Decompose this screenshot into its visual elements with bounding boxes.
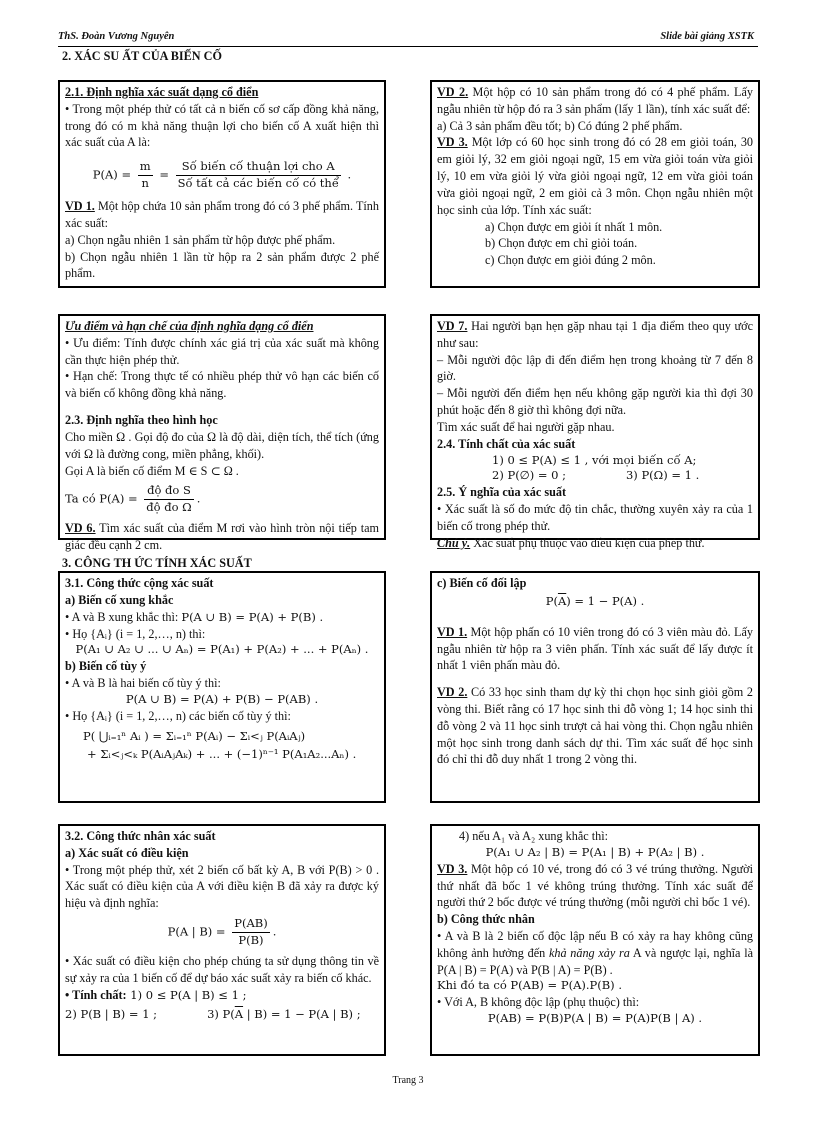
complement-a: $\overline{A}$ — [557, 593, 567, 608]
line: Tìm xác suất để hai người gặp nhau. — [437, 419, 615, 434]
property-1: 1) 0 ≤ P(A) ≤ 1 , với mọi biến cố A; — [492, 452, 697, 467]
box-examples-2-3 — [430, 80, 760, 288]
denominator: P(B) — [238, 933, 264, 947]
formula-inclusion-exclusion-1: P( ⋃ᵢ₌₁ⁿ Aᵢ ) = Σᵢ₌₁ⁿ P(Aᵢ) − Σᵢ<ⱼ P(AᵢAⱼ) — [83, 728, 306, 743]
heading-a: a) Xác suất có điều kiện — [65, 845, 189, 860]
numerator: P(AB) — [232, 916, 269, 933]
formula-lhs: Ta có P(A) = — [65, 491, 138, 506]
fraction-m-n — [138, 159, 153, 192]
example-label: VD 1. — [65, 199, 95, 214]
box-addition-rule — [58, 571, 386, 803]
example-text: Một lớp có 60 học sinh trong đó có 28 em giỏi toán, 30 em giỏi lý, 32 em giỏi ngoại ngữ, 15 em vừa giỏi toán vừa giỏi lý, 10 em vừa giỏi lý vừa giỏi ngoại ngữ, 12 em vừa giỏi toán vừa giỏi ngoại ngữ, 2 em giỏi cả 3 môn. Chọn ngẫu nhiên một học sinh của lớp. Tính xác suất: — [437, 135, 754, 217]
example-text: Một hộp chứa 10 sản phẩm trong đó có 3 phế phẩm. Tính xác suất: — [65, 199, 379, 230]
formula-lhs: P(A) = — [92, 167, 132, 182]
box-complement — [430, 571, 760, 803]
example-text: Một hộp có 10 sản phẩm trong đó có 4 phế phẩm. Lấy ngẫu nhiên từ hộp đó ra 3 sản phẩm (lấy 1 lần), tính xác suất để: — [437, 85, 753, 116]
paragraph: Gọi A là biến cố điểm M ∈ S ⊂ Ω . — [65, 463, 239, 478]
line: – Mỗi người độc lập đi đến điểm hẹn trong khoảng từ 7 đến 8 giờ. — [437, 352, 753, 384]
text: • A và B xung khắc thì: — [65, 609, 179, 624]
numerator: độ đo S — [144, 483, 193, 500]
formula-complement — [437, 594, 753, 610]
denominator: Số tất cả các biến cố có thể — [177, 176, 339, 191]
example-text: Tìm xác suất của điểm M rơi vào hình tròn nội tiếp tam giác đều cạnh 2 cm. — [65, 521, 379, 552]
paragraph: • Trong một phép thử có tất cả n biến cố sơ cấp đồng khả năng, trong đó có m khả năng thuận lợi cho biến cố A xuất hiện thì xác suất của A là: — [65, 101, 379, 150]
property-3: | B) = 1 − P(A | B) ; — [243, 1007, 361, 1022]
formula-end: . — [196, 491, 201, 506]
example-label: VD 6. — [65, 521, 96, 536]
page-number: Trang 3 — [392, 1075, 424, 1086]
box-vd7-properties — [430, 314, 760, 550]
example-label: VD 2. — [437, 85, 469, 99]
heading-2-5: 2.5. Ý nghĩa của xác suất — [437, 485, 566, 500]
formula-part: 3) P( — [207, 1007, 235, 1022]
formula-multiplication: P(AB) = P(B)P(A | B) = P(A)P(B | A) . — [487, 1011, 703, 1026]
property-1: 1) 0 ≤ P(A | B) ≤ 1 ; — [126, 987, 247, 1002]
header-course: Slide bài giảng XSTK — [660, 31, 754, 42]
text: A và ngược lại, nghĩa là P(A | B) = P(A) và P(B | A) = P(B) . — [437, 945, 753, 977]
complement-a: $\overline{A}$ — [234, 1007, 244, 1022]
note-label: Chú ý. — [437, 535, 471, 550]
formula-conditional-union: P(A₁ ∪ A₂ | B) = P(A₁ | B) + P(A₂ | B) . — [485, 844, 705, 859]
example-vd3 — [437, 861, 753, 911]
property-2-3 — [437, 468, 753, 484]
numerator: m — [138, 159, 153, 176]
text: • A và B là 2 biến cố độc lập nếu B có xảy ra hay không cũng không ảnh hưởng đến — [437, 929, 753, 960]
heading-2-1: 2.1. Định nghĩa xác suất dạng cổ điển — [65, 85, 259, 99]
formula-conditional — [65, 916, 379, 949]
denominator: n — [141, 176, 149, 191]
formula: P(A ∪ B) = P(A) + P(B) . — [181, 609, 324, 624]
example-vd1 — [65, 198, 379, 232]
paragraph: 4) nếu A₁ và A₂ xung khắc thì: — [459, 829, 608, 843]
formula-independent: Khi đó ta có P(AB) = P(A).P(B) . — [437, 978, 622, 993]
paragraph: • Xác suất có điều kiện cho phép chúng ta sử dụng thông tin về sự xảy ra của 1 biến cố để dự báo xác suất xảy ra biến cố khác. — [65, 953, 379, 985]
paragraph: • A và B là hai biến cố tùy ý thì: — [65, 676, 221, 691]
note-text: Xác suất phụ thuộc vào điều kiện của phép thử. — [470, 535, 705, 550]
heading-a: a) Biến cố xung khắc — [65, 592, 174, 607]
heading-3-2: 3.2. Công thức nhân xác suất — [65, 829, 216, 843]
paragraph: • Họ {Aᵢ} (i = 1, 2,…, n) các biến cố tùy ý thì: — [65, 708, 291, 723]
note — [437, 535, 753, 552]
example-label: VD 2. — [437, 685, 468, 700]
item-a: a) Chọn được em giỏi ít nhất 1 môn. — [485, 219, 663, 234]
numerator: Số biến cố thuận lợi cho A — [176, 159, 341, 176]
header-rule — [58, 46, 758, 47]
example-text: Có 33 học sinh tham dự kỳ thi chọn học sinh giỏi gồm 2 vòng thi. Biết rằng có 17 học sinh thi đỗ vòng 1; 14 học sinh thi đỗ vòng 2 và 11 học sinh trượt cả hai vòng thi. Chọn ngẫu nhiên một học sinh trong danh sách dự thi. Tìm xác suất để học sinh đó chỉ thi đỗ duy nhất 1 trong 2 vòng thi. — [437, 685, 753, 767]
paragraph-cons: • Hạn chế: Trong thực tế có nhiều phép thử vô hạn các biến cố và biến cố không đồng khả năng. — [65, 369, 379, 401]
example-text: Hai người bạn hẹn gặp nhau tại 1 địa điểm theo quy ước như sau: — [437, 319, 753, 350]
section-3-title: 3. CÔNG TH ỨC TÍNH XÁC SUẤT — [62, 556, 252, 570]
example-vd2 — [437, 684, 753, 768]
formula-inclusion-exclusion-2: + Σᵢ<ⱼ<ₖ P(AᵢAⱼAₖ) + ... + (−1)ⁿ⁻¹ P(A₁A₂...Aₙ) . — [87, 747, 357, 762]
paragraph-independence — [437, 928, 753, 978]
example-label: VD 3. — [437, 861, 468, 876]
header-author: ThS. Đoàn Vương Nguyên — [58, 31, 175, 42]
heading-2-4: 2.4. Tính chất của xác suất — [437, 436, 576, 451]
heading-c: c) Biến cố đối lập — [437, 576, 527, 590]
paragraph — [65, 609, 379, 626]
example-text: Một hộp có 10 vé, trong đó có 3 vé trúng thưởng. Người thứ nhất đã bốc 1 vé không trúng thưởng. Tính xác suất để người thứ 2 bốc được vé trúng thưởng (mỗi người chỉ bốc 1 vé). — [437, 861, 753, 910]
heading-b: b) Công thức nhân — [437, 912, 535, 927]
properties-label: • Tính chất: — [65, 987, 127, 1002]
items-ab: a) Cả 3 sản phẩm đều tốt; b) Có đúng 2 phế phẩm. — [437, 118, 683, 133]
heading-2-3: 2.3. Định nghĩa theo hình học — [65, 413, 218, 428]
box-pros-cons-geometric — [58, 314, 386, 552]
formula-part: P( — [545, 593, 558, 608]
text-italic: khả năng xảy ra — [548, 945, 630, 960]
heading-b: b) Biến cố tùy ý — [65, 659, 147, 674]
line: – Mỗi người đến điểm hẹn nếu không gặp người kia thì đợi 30 phút hoặc đến 8 giờ thì không đợi nữa. — [437, 386, 753, 418]
paragraph: Cho miền Ω . Gọi độ đo của Ω là độ dài, diện tích, thể tích (ứng với Ω là đường cong, miền phẳng, khối). — [65, 429, 379, 461]
paragraph: • Xác suất là số đo mức độ tin chắc, thường xuyên xảy ra của 1 biến cố trong phép thử. — [437, 502, 753, 533]
fraction-words — [176, 159, 341, 192]
formula-union: P(A ∪ B) = P(A) + P(B) − P(AB) . — [125, 691, 319, 706]
property-2: 2) P(∅) = 0 ; — [492, 468, 566, 483]
example-vd6 — [65, 520, 379, 554]
box-conditional-probability — [58, 824, 386, 1056]
heading-3-1: 3.1. Công thức cộng xác suất — [65, 576, 214, 590]
example-label: VD 1. — [437, 624, 468, 639]
formula-end: . — [272, 924, 277, 939]
property-2: 2) P(B | B) = 1 ; — [65, 1007, 158, 1022]
section-2-title: 2. XÁC SU ẤT CỦA BIẾN CỐ — [62, 49, 222, 63]
paragraph-pros: • Ưu điểm: Tính được chính xác giá trị của xác suất mà không cần thực hiện phép thử. — [65, 335, 379, 367]
denominator: độ đo Ω — [146, 500, 192, 515]
box-multiplication-rule — [430, 824, 760, 1056]
item-b: b) Chọn ngẫu nhiên 1 lần từ hộp ra 2 sản phẩm được 2 phế phẩm. — [65, 249, 379, 281]
properties-line-2 — [65, 1007, 379, 1023]
fraction — [144, 483, 193, 516]
formula-part: ) = 1 − P(A) . — [566, 593, 645, 608]
example-label: VD 7. — [437, 319, 468, 333]
paragraph: • Với A, B không độc lập (phụ thuộc) thì: — [437, 995, 640, 1010]
paragraph: • Trong một phép thử, xét 2 biến cố bất kỳ A, B với P(B) > 0 . Xác suất có điều kiện của A với điều kiện B đã xảy ra được ký hiệu và định nghĩa: — [65, 862, 379, 911]
example-vd2 — [437, 84, 753, 118]
example-text: Một hộp phấn có 10 viên trong đó có 3 viên màu đỏ. Lấy ngẫu nhiên từ hộp ra 3 viên phấn. Tính xác suất để lấy được ít nhất 1 viên phấn màu đỏ. — [437, 624, 753, 673]
formula-lhs: P(A | B) = — [167, 924, 226, 939]
heading-pros-cons: Ưu điểm và hạn chế của định nghĩa dạng cổ điển — [65, 319, 314, 333]
property-3: 3) P(Ω) = 1 . — [625, 468, 700, 483]
example-vd3 — [437, 134, 753, 218]
formula-disjoint-union: P(A₁ ∪ A₂ ∪ ... ∪ Aₙ) = P(A₁) + P(A₂) + ... + P(Aₙ) . — [75, 642, 369, 657]
box-classical-definition — [58, 80, 386, 288]
example-vd1 — [437, 624, 753, 674]
item-c: c) Chọn được em giỏi đúng 2 môn. — [485, 253, 656, 268]
item-b: b) Chọn được em chỉ giỏi toán. — [485, 236, 638, 251]
equals: = — [159, 167, 169, 182]
formula-classical: P(A) = $\frac{m}{n}$ = $\frac{\text{Số biến cố thuận lợi cho A}}{\text{Số tất cả các biến cố có thể}}$ . — [92, 159, 352, 191]
formula-geometric — [65, 483, 379, 516]
paragraph: • Họ {Aᵢ} (i = 1, 2,…, n) thì: — [65, 626, 206, 641]
example-vd7 — [437, 318, 753, 352]
fraction — [232, 916, 269, 949]
example-label: VD 3. — [437, 135, 468, 150]
item-a: a) Chọn ngẫu nhiên 1 sản phẩm từ hộp được phế phẩm. — [65, 232, 336, 247]
properties-line-1 — [65, 987, 379, 1004]
